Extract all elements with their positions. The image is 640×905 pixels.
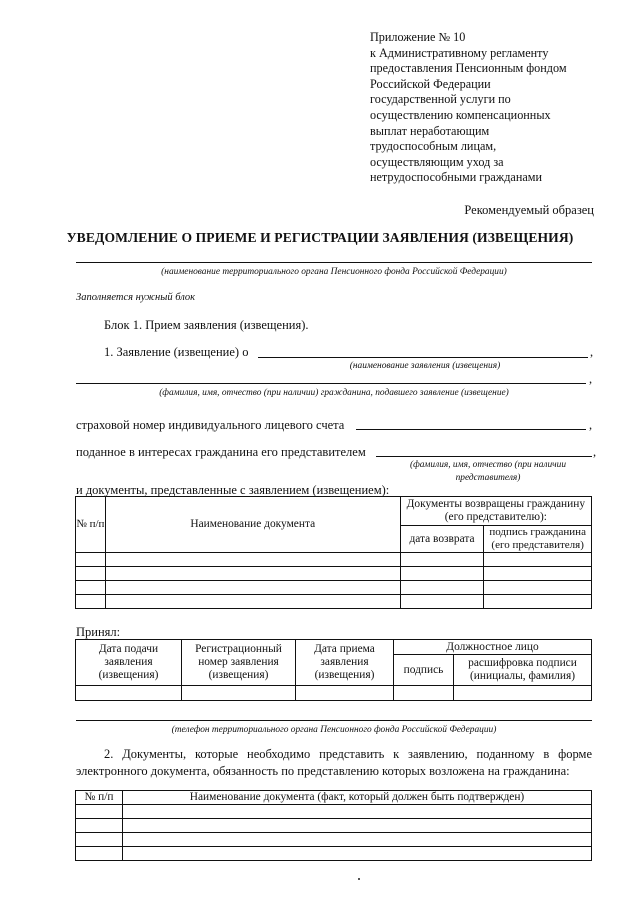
- header-number: № п/п: [76, 497, 106, 553]
- header-official-decode: расшифровка подписи (инициалы, фамилия): [454, 655, 592, 686]
- item2-text: 2. Документы, которые необходимо представить к заявлению, поданному в форме электронного документа, обязанность по представлению которых возложена на гражданина:: [76, 747, 592, 778]
- application-name-line[interactable]: [258, 357, 588, 358]
- table-row: [76, 553, 592, 567]
- caption-representative-2: представителя): [455, 473, 521, 483]
- table-row: [76, 567, 592, 581]
- phone-line[interactable]: [76, 720, 592, 721]
- table-row: [76, 686, 592, 701]
- snils-line[interactable]: [356, 429, 586, 430]
- table-row: [76, 847, 592, 861]
- table-row: [76, 581, 592, 595]
- appendix-line: осуществляющим уход за: [370, 154, 504, 169]
- documents-intro: и документы, представленные с заявлением (извещением):: [76, 483, 390, 497]
- table-row: [76, 819, 592, 833]
- caption-application-name: (наименование заявления (извещения): [349, 361, 501, 371]
- appendix-line: предоставления Пенсионным фондом: [370, 61, 567, 76]
- caption-citizen: (фамилия, имя, отчество (при наличии) гражданина, подавшего заявление (извещение): [159, 388, 509, 398]
- header-signature: подпись гражданина (его представителя): [484, 526, 592, 553]
- representative-line[interactable]: [376, 456, 592, 457]
- appendix-line: трудоспособным лицам,: [370, 139, 497, 154]
- appendix-line: выплат неработающим: [370, 123, 490, 138]
- item1-label: 1. Заявление (извещение) о: [104, 345, 249, 359]
- scan-dot: [358, 878, 360, 880]
- caption-organ: (наименование территориального органа Пенсионного фонда Российской Федерации): [161, 267, 507, 277]
- table-row: [76, 833, 592, 847]
- appendix-line: нетрудоспособными гражданами: [370, 170, 542, 185]
- accepted-label: Принял:: [76, 625, 121, 639]
- acceptance-table: [75, 639, 592, 701]
- citizen-name-line[interactable]: [76, 383, 586, 384]
- required-docs-table: [75, 790, 592, 861]
- header-document-name: Наименование документа: [105, 497, 400, 553]
- header-accept-date: Дата приема заявления (извещения): [296, 640, 394, 686]
- representative-label: поданное в интересах гражданина его представителем: [76, 445, 366, 459]
- header-return-date: дата возврата: [400, 526, 484, 553]
- header-number: № п/п: [76, 791, 123, 805]
- caption-representative-1: (фамилия, имя, отчество (при наличии: [409, 460, 567, 470]
- appendix-line: Приложение № 10: [370, 30, 466, 44]
- appendix-line: государственной услуги по: [370, 92, 511, 107]
- header-official: Должностное лицо: [394, 640, 592, 655]
- recommended-sample: Рекомендуемый образец: [464, 203, 594, 217]
- header-document-fact: Наименование документа (факт, который должен быть подтвержден): [123, 791, 592, 805]
- page-title: УВЕДОМЛЕНИЕ О ПРИЕМЕ И РЕГИСТРАЦИИ ЗАЯВЛЕНИЯ (ИЗВЕЩЕНИЯ): [66, 230, 574, 245]
- header-submit-date: Дата подачи заявления (извещения): [76, 640, 182, 686]
- snils-label: страховой номер индивидуального лицевого счета: [76, 418, 345, 432]
- table-row: [76, 595, 592, 609]
- block1-heading: Блок 1. Прием заявления (извещения).: [104, 318, 309, 332]
- header-official-signature: подпись: [394, 655, 454, 686]
- table-row: [76, 805, 592, 819]
- caption-phone: (телефон территориального органа Пенсионного фонда Российской Федерации): [171, 725, 497, 735]
- appendix-header: [370, 30, 600, 186]
- appendix-line: Российской Федерации: [370, 76, 491, 91]
- header-reg-number: Регистрационный номер заявления (извещения): [182, 640, 296, 686]
- header-returned: Документы возвращены гражданину (его представителю):: [400, 497, 591, 526]
- appendix-line: осуществлению компенсационных: [370, 107, 551, 122]
- fill-needed-note: Заполняется нужный блок: [76, 292, 196, 303]
- appendix-line: к Административному регламенту: [370, 45, 549, 60]
- documents-table: [75, 496, 592, 609]
- organ-name-line[interactable]: [76, 262, 592, 263]
